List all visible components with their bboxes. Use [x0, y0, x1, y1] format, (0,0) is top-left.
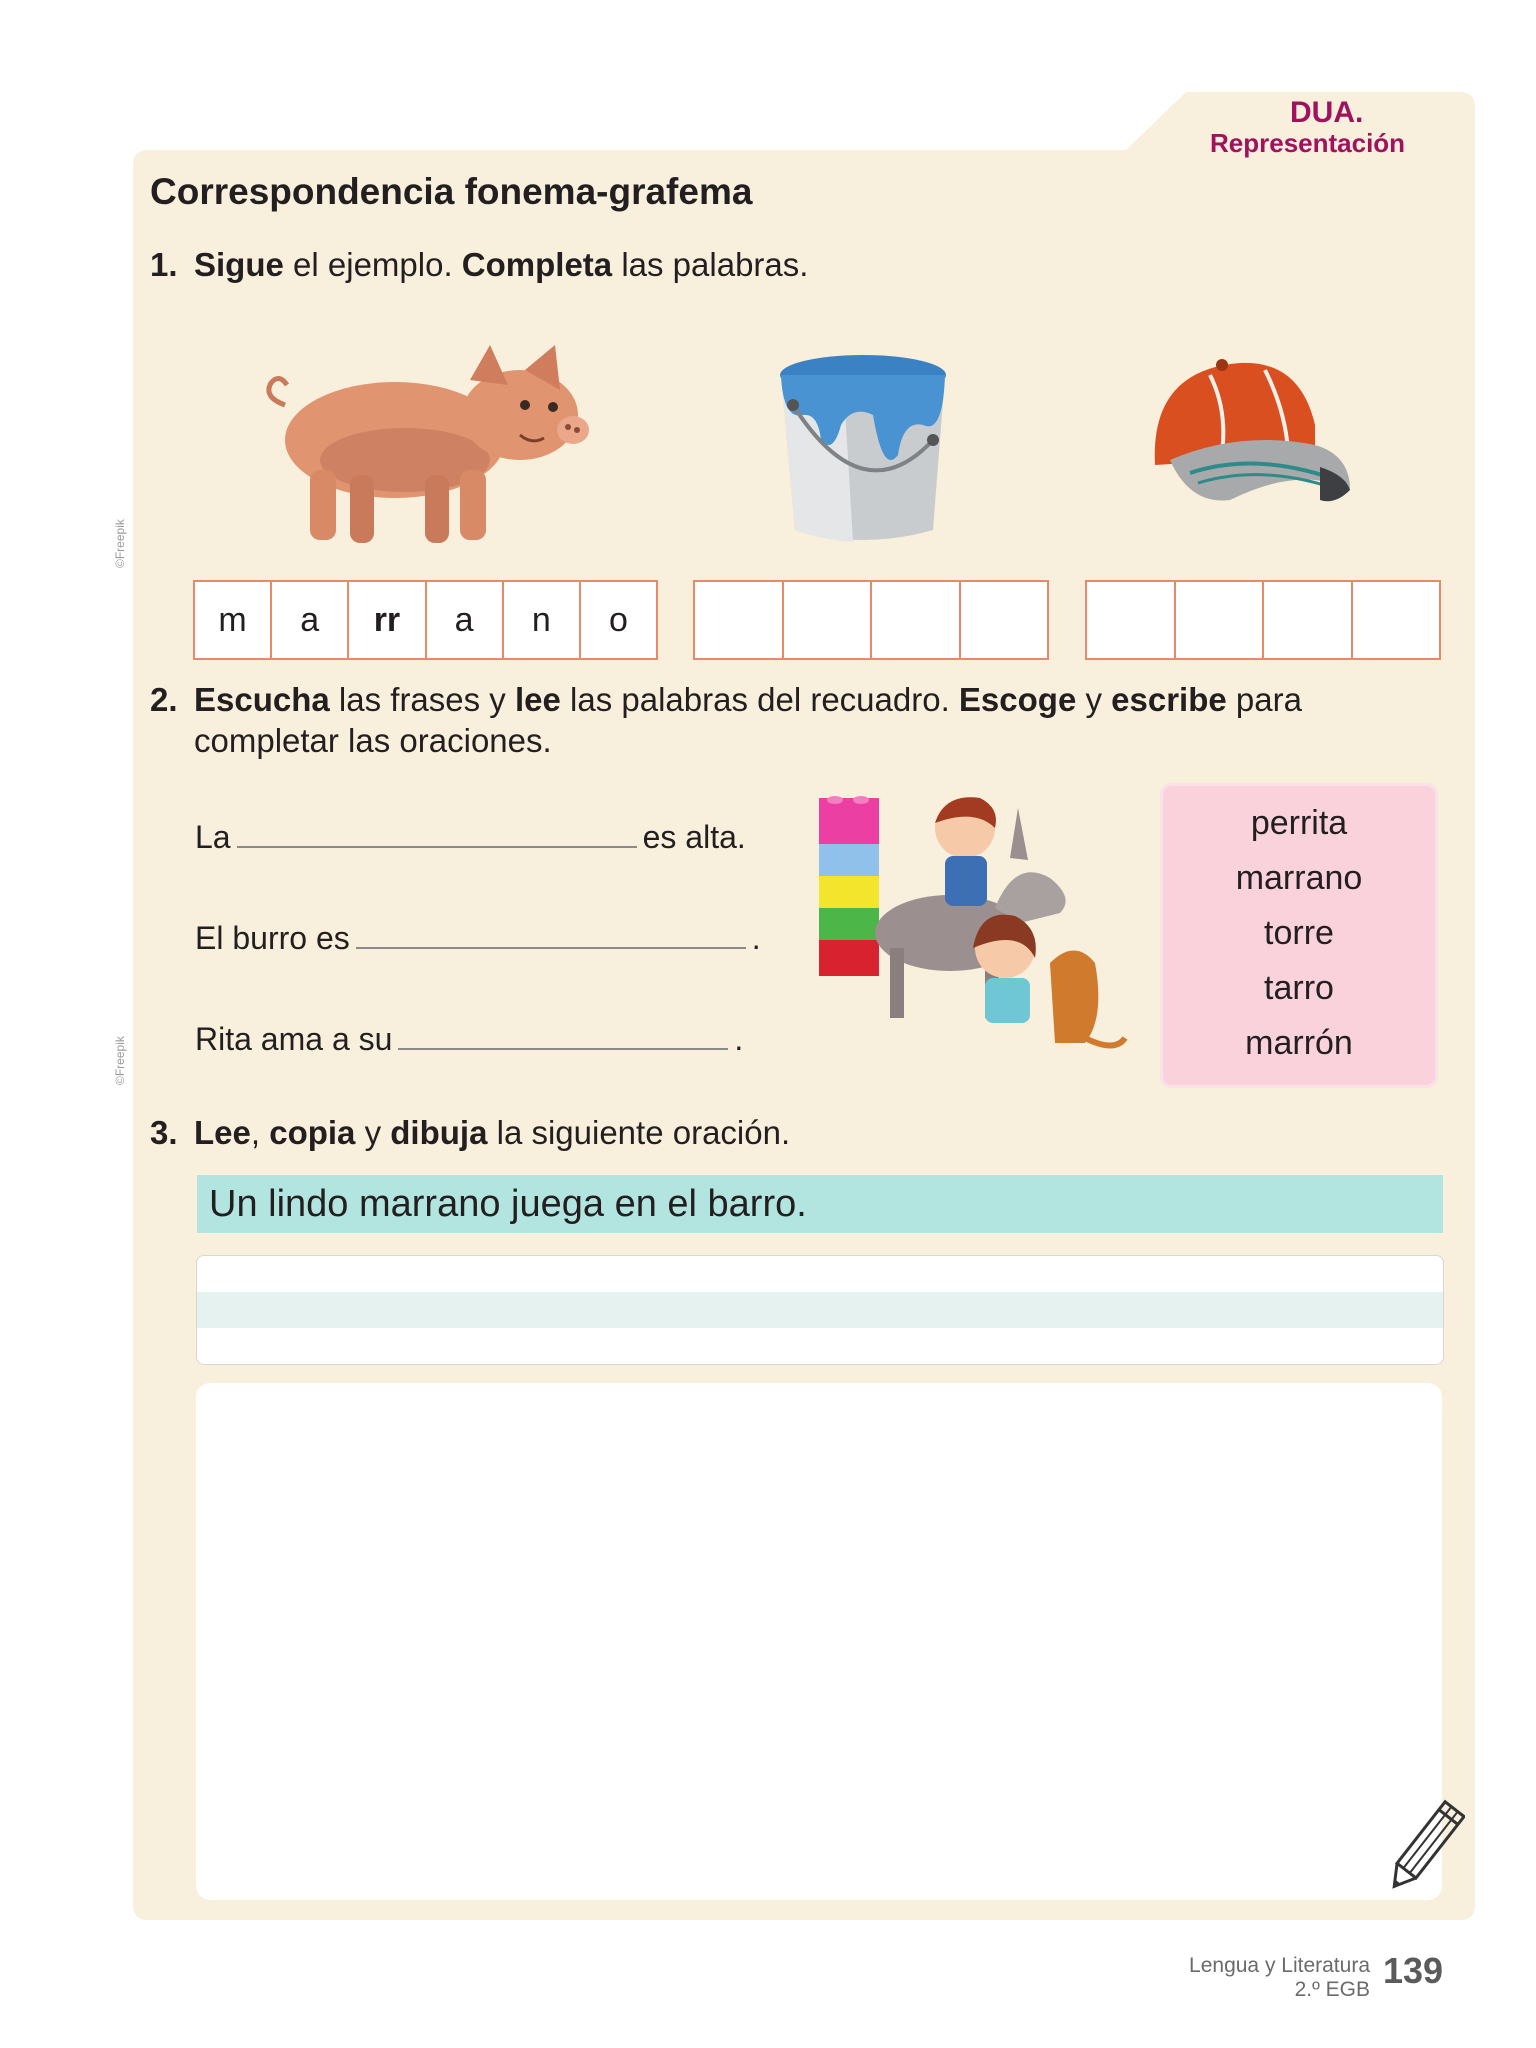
letter-box: m	[195, 582, 272, 658]
sentence-1	[195, 816, 746, 856]
letter-box: a	[427, 582, 504, 658]
image-credit: ©Freepik	[113, 519, 127, 568]
writing-guide-band	[197, 1292, 1443, 1328]
instr-word: las palabras del recuadro.	[560, 681, 959, 718]
instr-line-2: completar las oraciones.	[194, 722, 552, 759]
sentence-2-after: .	[751, 920, 761, 956]
dua-badge-subtitle: Representación	[1210, 128, 1406, 158]
sentence-3-before: Rita ama a su	[195, 1021, 393, 1057]
letter-input-box[interactable]	[784, 582, 873, 658]
example-word-boxes	[193, 580, 658, 660]
instr-word: lee	[514, 681, 561, 718]
footer-grade: 2.º EGB	[1294, 1978, 1370, 2001]
bucket-word-boxes[interactable]	[693, 580, 1049, 660]
letter-box: o	[608, 600, 628, 639]
instr-word: el ejemplo.	[283, 246, 462, 283]
pig-illustration	[255, 335, 595, 550]
instr-word: escribe	[1111, 681, 1227, 718]
instr-word: Completa	[461, 246, 613, 283]
sentence-2-blank[interactable]	[356, 917, 746, 949]
letter-input-box[interactable]	[872, 582, 961, 658]
word-bank	[1160, 783, 1438, 1088]
copy-writing-lines[interactable]	[196, 1255, 1444, 1365]
instr-word: para	[1226, 681, 1302, 718]
instr-word: copia	[269, 1114, 356, 1151]
instr-word: Escoge	[958, 681, 1077, 718]
sentence-3	[195, 1018, 743, 1058]
word-bank-item: marrón	[1245, 1024, 1353, 1062]
instr-word: Escucha	[194, 681, 330, 718]
sentence-3-after: .	[734, 1021, 744, 1057]
word-bank-item: marrano	[1235, 859, 1363, 897]
image-credit: ©Freepik	[113, 1036, 127, 1085]
exercise-1-number: 1.	[150, 246, 178, 283]
instr-word: dibuja	[390, 1114, 488, 1151]
letter-input-box[interactable]	[961, 582, 1048, 658]
cap-word-boxes[interactable]	[1085, 580, 1441, 660]
exercise-3-number: 3.	[150, 1114, 178, 1151]
instr-word: y	[355, 1114, 391, 1151]
model-sentence: Un lindo marrano juega en el barro.	[197, 1175, 1443, 1233]
sentence-1-blank[interactable]	[237, 816, 637, 848]
word-bank-item: torre	[1264, 914, 1334, 952]
instr-word: y	[1076, 681, 1112, 718]
footer-subject-name: Lengua y Literatura	[1189, 1954, 1370, 1977]
sentence-1-before: La	[195, 819, 231, 855]
letter-input-box[interactable]	[695, 582, 784, 658]
drawing-area[interactable]	[196, 1383, 1442, 1900]
instr-word: las frases y	[329, 681, 515, 718]
sentence-2-before: El burro es	[195, 920, 350, 956]
instr-word: las palabras.	[612, 246, 809, 283]
sentence-2	[195, 917, 761, 957]
letter-input-box[interactable]	[1087, 582, 1176, 658]
letter-input-box[interactable]	[1264, 582, 1353, 658]
footer-subject	[1189, 1954, 1370, 2002]
exercise-2-instruction	[150, 679, 1440, 761]
word-bank-item: tarro	[1264, 969, 1334, 1007]
letter-input-box[interactable]	[1353, 582, 1440, 658]
cap-illustration	[1150, 355, 1360, 515]
letter-box: a	[272, 582, 349, 658]
instr-word: ,	[250, 1114, 270, 1151]
dua-badge-title: DUA.	[1290, 96, 1364, 129]
page-number: 139	[1383, 1950, 1444, 1991]
word-bank-item: perrita	[1250, 804, 1348, 842]
sentence-1-after: es alta.	[642, 819, 746, 855]
exercise-3-instruction	[150, 1112, 790, 1153]
paint-bucket-illustration	[773, 345, 963, 545]
section-title: Correspondencia fonema-grafema	[150, 171, 753, 212]
exercise-2-number: 2.	[150, 681, 178, 718]
children-donkey-illustration	[805, 788, 1145, 1078]
letter-box: n	[504, 582, 581, 658]
pencil-icon	[1385, 1795, 1465, 1900]
sentence-3-blank[interactable]	[398, 1018, 728, 1050]
letter-input-box[interactable]	[1176, 582, 1265, 658]
instr-word: Lee	[194, 1114, 251, 1151]
instr-word: Sigue	[194, 246, 284, 283]
letter-box-highlight: rr	[349, 582, 426, 658]
instr-word: la siguiente oración.	[487, 1114, 791, 1151]
exercise-1-instruction	[150, 244, 808, 285]
